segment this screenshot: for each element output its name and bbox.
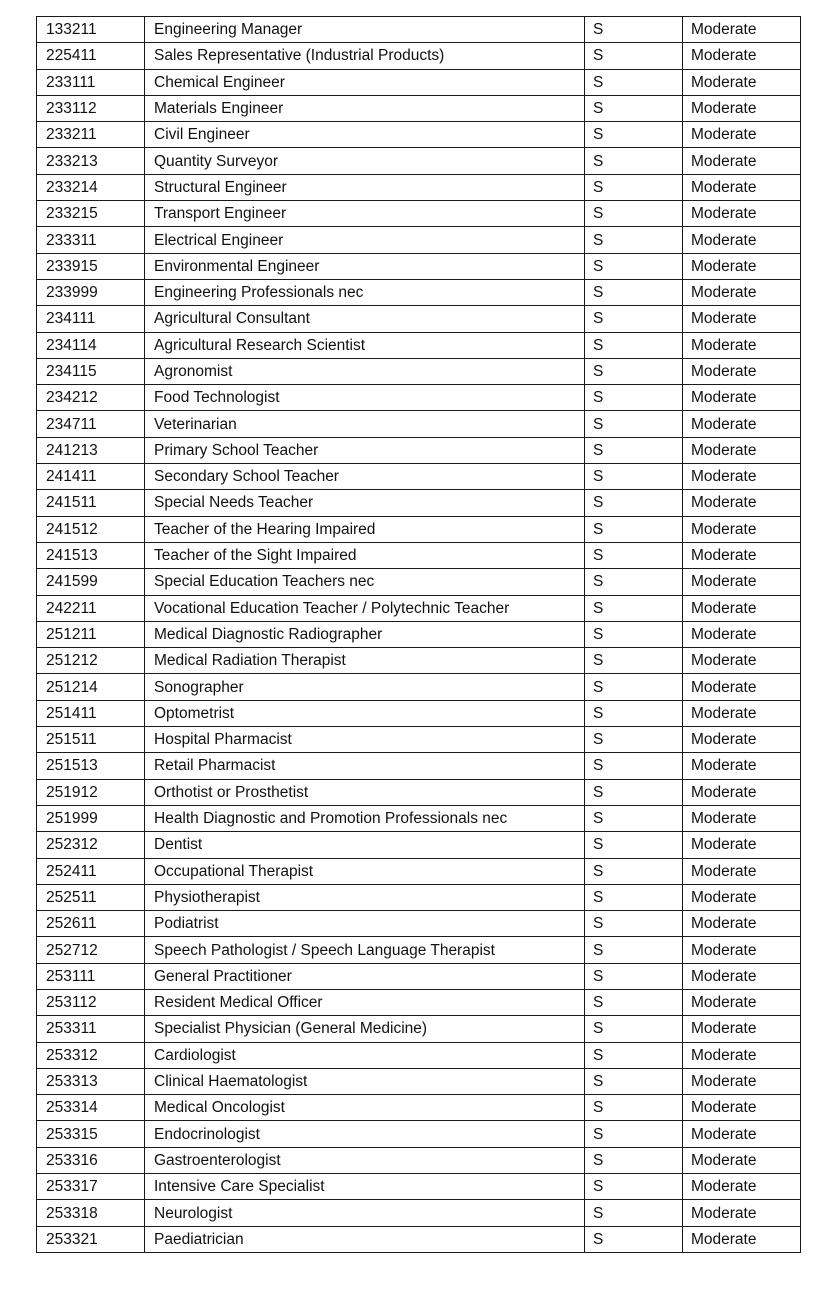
- occupation-title-cell: Electrical Engineer: [145, 227, 585, 253]
- list-flag-cell: S: [585, 1226, 683, 1252]
- occupation-title-cell: Agricultural Consultant: [145, 306, 585, 332]
- occupation-title-cell: Special Needs Teacher: [145, 490, 585, 516]
- occupation-code-cell: 253314: [37, 1095, 145, 1121]
- occupation-code-cell: 233112: [37, 95, 145, 121]
- assessment-level-cell: Moderate: [683, 1121, 801, 1147]
- occupation-code-cell: 234115: [37, 358, 145, 384]
- table-row: [37, 937, 801, 963]
- list-flag-cell: S: [585, 674, 683, 700]
- table-row: [37, 884, 801, 910]
- list-flag-cell: S: [585, 700, 683, 726]
- assessment-level-cell: Moderate: [683, 43, 801, 69]
- table-row: [37, 805, 801, 831]
- assessment-level-cell: Moderate: [683, 621, 801, 647]
- table-row: [37, 621, 801, 647]
- occupation-code-cell: 241513: [37, 542, 145, 568]
- occupation-code-cell: 251511: [37, 727, 145, 753]
- list-flag-cell: S: [585, 805, 683, 831]
- occupation-code-cell: 253312: [37, 1042, 145, 1068]
- occupation-title-cell: General Practitioner: [145, 963, 585, 989]
- assessment-level-cell: Moderate: [683, 227, 801, 253]
- occupation-title-cell: Resident Medical Officer: [145, 989, 585, 1015]
- table-row: [37, 542, 801, 568]
- table-row: [37, 43, 801, 69]
- list-flag-cell: S: [585, 464, 683, 490]
- occupation-code-cell: 251999: [37, 805, 145, 831]
- list-flag-cell: S: [585, 174, 683, 200]
- occupation-code-cell: 241511: [37, 490, 145, 516]
- table-row: [37, 95, 801, 121]
- list-flag-cell: S: [585, 727, 683, 753]
- assessment-level-cell: Moderate: [683, 95, 801, 121]
- assessment-level-cell: Moderate: [683, 937, 801, 963]
- assessment-level-cell: Moderate: [683, 884, 801, 910]
- assessment-level-cell: Moderate: [683, 411, 801, 437]
- occupation-title-cell: Special Education Teachers nec: [145, 569, 585, 595]
- table-row: [37, 1226, 801, 1252]
- table-row: [37, 201, 801, 227]
- list-flag-cell: S: [585, 963, 683, 989]
- table-row: [37, 1147, 801, 1173]
- occupation-title-cell: Sales Representative (Industrial Products): [145, 43, 585, 69]
- assessment-level-cell: Moderate: [683, 1147, 801, 1173]
- occupation-title-cell: Materials Engineer: [145, 95, 585, 121]
- occupation-title-cell: Agricultural Research Scientist: [145, 332, 585, 358]
- assessment-level-cell: Moderate: [683, 674, 801, 700]
- table-row: [37, 253, 801, 279]
- assessment-level-cell: Moderate: [683, 437, 801, 463]
- assessment-level-cell: Moderate: [683, 989, 801, 1015]
- assessment-level-cell: Moderate: [683, 332, 801, 358]
- occupation-code-cell: 251212: [37, 648, 145, 674]
- table-row: [37, 1016, 801, 1042]
- list-flag-cell: S: [585, 1174, 683, 1200]
- list-flag-cell: S: [585, 227, 683, 253]
- table-row: [37, 148, 801, 174]
- table-row: [37, 1200, 801, 1226]
- assessment-level-cell: Moderate: [683, 700, 801, 726]
- table-row: [37, 385, 801, 411]
- assessment-level-cell: Moderate: [683, 174, 801, 200]
- list-flag-cell: S: [585, 279, 683, 305]
- list-flag-cell: S: [585, 1068, 683, 1094]
- occupation-title-cell: Clinical Haematologist: [145, 1068, 585, 1094]
- list-flag-cell: S: [585, 385, 683, 411]
- table-row: [37, 1068, 801, 1094]
- table-row: [37, 411, 801, 437]
- list-flag-cell: S: [585, 648, 683, 674]
- occupation-title-cell: Primary School Teacher: [145, 437, 585, 463]
- assessment-level-cell: Moderate: [683, 858, 801, 884]
- assessment-level-cell: Moderate: [683, 595, 801, 621]
- list-flag-cell: S: [585, 332, 683, 358]
- occupation-code-cell: 253318: [37, 1200, 145, 1226]
- occupation-code-cell: 233311: [37, 227, 145, 253]
- assessment-level-cell: Moderate: [683, 1174, 801, 1200]
- list-flag-cell: S: [585, 1042, 683, 1068]
- document-page: [36, 16, 800, 1253]
- list-flag-cell: S: [585, 201, 683, 227]
- occupation-title-cell: Vocational Education Teacher / Polytechnic Teacher: [145, 595, 585, 621]
- list-flag-cell: S: [585, 1147, 683, 1173]
- occupation-code-cell: 253313: [37, 1068, 145, 1094]
- occupation-code-cell: 253311: [37, 1016, 145, 1042]
- list-flag-cell: S: [585, 69, 683, 95]
- list-flag-cell: S: [585, 884, 683, 910]
- occupation-code-cell: 251912: [37, 779, 145, 805]
- occupation-code-cell: 252312: [37, 832, 145, 858]
- occupation-code-cell: 233213: [37, 148, 145, 174]
- occupation-title-cell: Orthotist or Prosthetist: [145, 779, 585, 805]
- assessment-level-cell: Moderate: [683, 805, 801, 831]
- occupation-code-cell: 251513: [37, 753, 145, 779]
- occupation-title-cell: Food Technologist: [145, 385, 585, 411]
- table-row: [37, 437, 801, 463]
- list-flag-cell: S: [585, 858, 683, 884]
- assessment-level-cell: Moderate: [683, 122, 801, 148]
- table-row: [37, 69, 801, 95]
- list-flag-cell: S: [585, 1121, 683, 1147]
- table-row: [37, 17, 801, 43]
- occupation-code-cell: 234111: [37, 306, 145, 332]
- assessment-level-cell: Moderate: [683, 779, 801, 805]
- list-flag-cell: S: [585, 989, 683, 1015]
- occupation-code-cell: 234212: [37, 385, 145, 411]
- occupation-code-cell: 251211: [37, 621, 145, 647]
- occupation-title-cell: Medical Oncologist: [145, 1095, 585, 1121]
- occupation-title-cell: Veterinarian: [145, 411, 585, 437]
- occupation-code-cell: 241512: [37, 516, 145, 542]
- occupation-title-cell: Medical Diagnostic Radiographer: [145, 621, 585, 647]
- table-row: [37, 779, 801, 805]
- occupation-code-cell: 252511: [37, 884, 145, 910]
- occupation-title-cell: Health Diagnostic and Promotion Professionals nec: [145, 805, 585, 831]
- list-flag-cell: S: [585, 122, 683, 148]
- occupation-code-cell: 253321: [37, 1226, 145, 1252]
- list-flag-cell: S: [585, 17, 683, 43]
- assessment-level-cell: Moderate: [683, 279, 801, 305]
- occupation-title-cell: Optometrist: [145, 700, 585, 726]
- occupation-code-cell: 233215: [37, 201, 145, 227]
- assessment-level-cell: Moderate: [683, 753, 801, 779]
- assessment-level-cell: Moderate: [683, 569, 801, 595]
- table-row: [37, 1042, 801, 1068]
- assessment-level-cell: Moderate: [683, 358, 801, 384]
- table-row: [37, 358, 801, 384]
- occupation-title-cell: Podiatrist: [145, 911, 585, 937]
- list-flag-cell: S: [585, 43, 683, 69]
- occupation-code-cell: 233214: [37, 174, 145, 200]
- assessment-level-cell: Moderate: [683, 911, 801, 937]
- occupation-code-cell: 233915: [37, 253, 145, 279]
- occupation-code-cell: 241599: [37, 569, 145, 595]
- list-flag-cell: S: [585, 358, 683, 384]
- occupation-title-cell: Gastroenterologist: [145, 1147, 585, 1173]
- occupation-code-cell: 253316: [37, 1147, 145, 1173]
- occupation-code-cell: 253112: [37, 989, 145, 1015]
- assessment-level-cell: Moderate: [683, 464, 801, 490]
- list-flag-cell: S: [585, 411, 683, 437]
- list-flag-cell: S: [585, 832, 683, 858]
- assessment-level-cell: Moderate: [683, 516, 801, 542]
- occupation-title-cell: Structural Engineer: [145, 174, 585, 200]
- occupation-code-cell: 252611: [37, 911, 145, 937]
- occupation-code-cell: 253317: [37, 1174, 145, 1200]
- table-row: [37, 332, 801, 358]
- table-row: [37, 1121, 801, 1147]
- occupation-code-cell: 251411: [37, 700, 145, 726]
- table-row: [37, 227, 801, 253]
- table-row: [37, 1095, 801, 1121]
- table-row: [37, 674, 801, 700]
- table-row: [37, 963, 801, 989]
- occupation-title-cell: Intensive Care Specialist: [145, 1174, 585, 1200]
- table-row: [37, 279, 801, 305]
- assessment-level-cell: Moderate: [683, 1042, 801, 1068]
- occupation-title-cell: Quantity Surveyor: [145, 148, 585, 174]
- occupation-code-cell: 233211: [37, 122, 145, 148]
- occupation-code-cell: 252712: [37, 937, 145, 963]
- occupation-title-cell: Engineering Professionals nec: [145, 279, 585, 305]
- occupation-title-cell: Medical Radiation Therapist: [145, 648, 585, 674]
- occupation-table: [36, 16, 801, 1253]
- list-flag-cell: S: [585, 937, 683, 963]
- list-flag-cell: S: [585, 569, 683, 595]
- occupation-code-cell: 253315: [37, 1121, 145, 1147]
- assessment-level-cell: Moderate: [683, 727, 801, 753]
- list-flag-cell: S: [585, 542, 683, 568]
- table-row: [37, 911, 801, 937]
- table-row: [37, 700, 801, 726]
- list-flag-cell: S: [585, 437, 683, 463]
- table-row: [37, 464, 801, 490]
- occupation-code-cell: 233111: [37, 69, 145, 95]
- assessment-level-cell: Moderate: [683, 306, 801, 332]
- occupation-code-cell: 251214: [37, 674, 145, 700]
- occupation-title-cell: Environmental Engineer: [145, 253, 585, 279]
- table-row: [37, 174, 801, 200]
- occupation-title-cell: Teacher of the Sight Impaired: [145, 542, 585, 568]
- occupation-title-cell: Cardiologist: [145, 1042, 585, 1068]
- assessment-level-cell: Moderate: [683, 542, 801, 568]
- list-flag-cell: S: [585, 253, 683, 279]
- list-flag-cell: S: [585, 911, 683, 937]
- list-flag-cell: S: [585, 1200, 683, 1226]
- occupation-title-cell: Hospital Pharmacist: [145, 727, 585, 753]
- occupation-title-cell: Chemical Engineer: [145, 69, 585, 95]
- occupation-title-cell: Retail Pharmacist: [145, 753, 585, 779]
- assessment-level-cell: Moderate: [683, 648, 801, 674]
- occupation-title-cell: Dentist: [145, 832, 585, 858]
- table-row: [37, 569, 801, 595]
- occupation-title-cell: Secondary School Teacher: [145, 464, 585, 490]
- table-row: [37, 648, 801, 674]
- assessment-level-cell: Moderate: [683, 253, 801, 279]
- list-flag-cell: S: [585, 595, 683, 621]
- table-row: [37, 753, 801, 779]
- table-row: [37, 306, 801, 332]
- table-row: [37, 727, 801, 753]
- table-row: [37, 516, 801, 542]
- occupation-title-cell: Neurologist: [145, 1200, 585, 1226]
- table-row: [37, 122, 801, 148]
- assessment-level-cell: Moderate: [683, 832, 801, 858]
- assessment-level-cell: Moderate: [683, 148, 801, 174]
- occupation-code-cell: 241411: [37, 464, 145, 490]
- list-flag-cell: S: [585, 621, 683, 647]
- list-flag-cell: S: [585, 1095, 683, 1121]
- assessment-level-cell: Moderate: [683, 201, 801, 227]
- occupation-title-cell: Endocrinologist: [145, 1121, 585, 1147]
- assessment-level-cell: Moderate: [683, 1226, 801, 1252]
- occupation-code-cell: 253111: [37, 963, 145, 989]
- occupation-title-cell: Physiotherapist: [145, 884, 585, 910]
- table-row: [37, 858, 801, 884]
- occupation-title-cell: Speech Pathologist / Speech Language Therapist: [145, 937, 585, 963]
- occupation-title-cell: Teacher of the Hearing Impaired: [145, 516, 585, 542]
- occupation-code-cell: 233999: [37, 279, 145, 305]
- occupation-code-cell: 252411: [37, 858, 145, 884]
- assessment-level-cell: Moderate: [683, 1200, 801, 1226]
- assessment-level-cell: Moderate: [683, 1016, 801, 1042]
- occupation-title-cell: Civil Engineer: [145, 122, 585, 148]
- table-row: [37, 490, 801, 516]
- occupation-title-cell: Paediatrician: [145, 1226, 585, 1252]
- occupation-table-body: [37, 17, 801, 1253]
- occupation-title-cell: Occupational Therapist: [145, 858, 585, 884]
- list-flag-cell: S: [585, 490, 683, 516]
- list-flag-cell: S: [585, 779, 683, 805]
- list-flag-cell: S: [585, 95, 683, 121]
- occupation-title-cell: Engineering Manager: [145, 17, 585, 43]
- table-row: [37, 595, 801, 621]
- table-row: [37, 1174, 801, 1200]
- occupation-title-cell: Specialist Physician (General Medicine): [145, 1016, 585, 1042]
- occupation-code-cell: 241213: [37, 437, 145, 463]
- assessment-level-cell: Moderate: [683, 963, 801, 989]
- occupation-title-cell: Transport Engineer: [145, 201, 585, 227]
- list-flag-cell: S: [585, 148, 683, 174]
- occupation-code-cell: 225411: [37, 43, 145, 69]
- assessment-level-cell: Moderate: [683, 69, 801, 95]
- assessment-level-cell: Moderate: [683, 17, 801, 43]
- table-row: [37, 832, 801, 858]
- assessment-level-cell: Moderate: [683, 1095, 801, 1121]
- list-flag-cell: S: [585, 516, 683, 542]
- occupation-code-cell: 234711: [37, 411, 145, 437]
- assessment-level-cell: Moderate: [683, 490, 801, 516]
- occupation-code-cell: 133211: [37, 17, 145, 43]
- list-flag-cell: S: [585, 306, 683, 332]
- list-flag-cell: S: [585, 753, 683, 779]
- table-row: [37, 989, 801, 1015]
- assessment-level-cell: Moderate: [683, 385, 801, 411]
- occupation-title-cell: Agronomist: [145, 358, 585, 384]
- assessment-level-cell: Moderate: [683, 1068, 801, 1094]
- list-flag-cell: S: [585, 1016, 683, 1042]
- occupation-code-cell: 234114: [37, 332, 145, 358]
- occupation-code-cell: 242211: [37, 595, 145, 621]
- occupation-title-cell: Sonographer: [145, 674, 585, 700]
